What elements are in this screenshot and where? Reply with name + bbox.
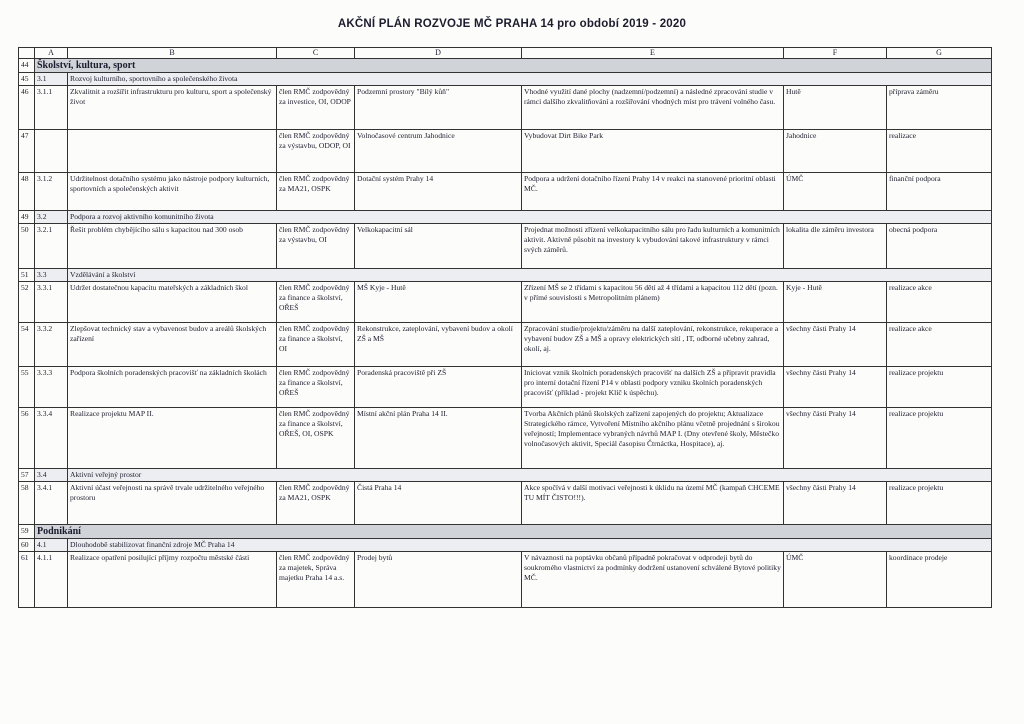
responsible-party: člen RMČ zodpovědný za investice, OI, ODOP [277,86,355,130]
row-number: 60 [19,539,35,552]
project-name: Velkokapacitní sál [355,224,522,269]
table-row [19,367,992,408]
project-description: Vhodné využití dané plochy (nadzemní/podzemní) a následné zpracování studie v rámci dalšího zkvalitňování a rozšiřování vhodných míst pro trávení volného času. [522,86,784,130]
action-plan-table [18,47,992,608]
subsection-code: 3.3 [35,269,68,282]
location: Hutě [784,86,887,130]
table-row [19,408,992,469]
location: lokalita dle záměru investora [784,224,887,269]
row-number: 45 [19,73,35,86]
subsection-title: Aktivní veřejný prostor [68,469,992,482]
corner-cell [19,48,35,59]
responsible-party: člen RMČ zodpovědný za výstavbu, OI [277,224,355,269]
status: realizace projektu [887,367,992,408]
table-row [19,86,992,130]
responsible-party: člen RMČ zodpovědný za majetek, Správa majetku Praha 14 a.s. [277,552,355,608]
responsible-party: člen RMČ zodpovědný za finance a školství, OŘEŠ, OI, OSPK [277,408,355,469]
project-name: Podzemní prostory "Bílý kůň" [355,86,522,130]
project-name: Prodej bytů [355,552,522,608]
measure-description: Realizace projektu MAP II. [68,408,277,469]
status: realizace [887,130,992,173]
project-name: Čistá Praha 14 [355,482,522,525]
measure-code: 3.3.2 [35,323,68,367]
column-header: E [522,48,784,59]
subsection-code: 3.4 [35,469,68,482]
table-row [19,552,992,608]
measure-description: Zkvalitnit a rozšířit infrastrukturu pro kulturu, sport a společenský život [68,86,277,130]
row-number: 61 [19,552,35,608]
location: všechny části Prahy 14 [784,482,887,525]
project-name: Dotační systém Prahy 14 [355,173,522,211]
measure-description: Zlepšovat technický stav a vybavenost budov a areálů školských zařízení [68,323,277,367]
status: koordinace prodeje [887,552,992,608]
subsection-title: Rozvoj kulturního, sportovního a společenského života [68,73,992,86]
responsible-party: člen RMČ zodpovědný za finance a školství, OŘEŠ [277,367,355,408]
project-description: Tvorba Akčních plánů školských zařízení zapojených do projektu; Aktualizace Strategického rámce, Vytvoření Místního akčního plánu včetně projednání s širokou veřejností; Implementace vybraných návrhů MAP I. (Dny otevřené školy, Městečko volnočasových aktivit, Speciál časopisu Čtrnáctka, Hospitace), aj. [522,408,784,469]
measure-code [35,130,68,173]
subsection-row [19,469,992,482]
status: příprava záměru [887,86,992,130]
row-number: 59 [19,525,35,539]
row-number: 44 [19,59,35,73]
location: všechny části Prahy 14 [784,323,887,367]
location: Kyje - Hutě [784,282,887,323]
section-row [19,59,992,73]
project-description: V návaznosti na poptávku občanů případně pokračovat v odprodeji bytů do soukromého vlastnictví za podmínky dodržení ustanovení schválené Bytové politiky MČ. [522,552,784,608]
page-title: AKČNÍ PLÁN ROZVOJE MČ PRAHA 14 pro období 2019 - 2020 [337,18,687,30]
measure-code: 3.3.1 [35,282,68,323]
row-number: 52 [19,282,35,323]
measure-description: Řešit problém chybějícího sálu s kapacitou nad 300 osob [68,224,277,269]
subsection-row [19,73,992,86]
measure-code: 3.4.1 [35,482,68,525]
status: finanční podpora [887,173,992,211]
table-row [19,482,992,525]
project-name: Volnočasové centrum Jahodnice [355,130,522,173]
subsection-code: 3.1 [35,73,68,86]
row-number: 46 [19,86,35,130]
section-title: Podnikání [35,525,992,539]
subsection-title: Podpora a rozvoj aktivního komunitního života [68,211,992,224]
location: ÚMČ [784,173,887,211]
column-header: D [355,48,522,59]
measure-code: 3.2.1 [35,224,68,269]
project-name: Rekonstrukce, zateplování, vybavení budov a okolí ZŠ a MŠ [355,323,522,367]
row-number: 58 [19,482,35,525]
measure-code: 3.1.2 [35,173,68,211]
project-description: Vybudovat Dirt Bike Park [522,130,784,173]
measure-code: 4.1.1 [35,552,68,608]
project-description: Podpora a udržení dotačního řízení Prahy 14 v reakci na stanovené prioritní oblasti MČ. [522,173,784,211]
table-row [19,173,992,211]
project-name: Místní akční plán Praha 14 II. [355,408,522,469]
location: všechny části Prahy 14 [784,367,887,408]
measure-code: 3.3.4 [35,408,68,469]
status: realizace projektu [887,482,992,525]
responsible-party: člen RMČ zodpovědný za MA21, OSPK [277,173,355,211]
column-header: B [68,48,277,59]
row-number: 50 [19,224,35,269]
subsection-title: Vzdělávání a školství [68,269,992,282]
column-header: C [277,48,355,59]
measure-description: Udržet dostatečnou kapacitu mateřských a základních škol [68,282,277,323]
section-row [19,525,992,539]
project-description: Iniciovat vznik školních poradenských pracovišť na dalších ZŠ a připravit pravidla pro interní dotační řízení P14 v oblasti podpory vzniku školních poradenských pracovišť (příklad - projekt Klíč k úspěchu). [522,367,784,408]
row-number: 57 [19,469,35,482]
measure-code: 3.3.3 [35,367,68,408]
subsection-code: 4.1 [35,539,68,552]
project-name: Poradenská pracoviště při ZŠ [355,367,522,408]
subsection-title: Dlouhodobě stabilizovat finanční zdroje MČ Praha 14 [68,539,992,552]
project-description: Zřízení MŠ se 2 třídami s kapacitou 56 dětí až 4 třídami a kapacitou 112 dětí (pozn. v přímé souvislosti s Metropolitním plánem) [522,282,784,323]
responsible-party: člen RMČ zodpovědný za MA21, OSPK [277,482,355,525]
row-number: 54 [19,323,35,367]
project-description: Projednat možnosti zřízení velkokapacitního sálu pro řadu kulturních a komunitních aktivit. Aktivně působit na investory k vybudování takové infrastruktury v rámci svých záměrů. [522,224,784,269]
row-number: 51 [19,269,35,282]
row-number: 47 [19,130,35,173]
column-header: A [35,48,68,59]
column-header-row [19,48,992,59]
column-header: G [887,48,992,59]
table-row [19,224,992,269]
subsection-row [19,539,992,552]
measure-description: Aktivní účast veřejnosti na správě trvale udržitelného veřejného prostoru [68,482,277,525]
measure-description [68,130,277,173]
table-row [19,323,992,367]
subsection-row [19,269,992,282]
project-description: Akce spočívá v další motivaci veřejnosti k úklidu na území MČ (kampaň CHCEME TU MÍT ČISTO!!!). [522,482,784,525]
column-header: F [784,48,887,59]
project-description: Zpracování studie/projektu/záměru na další zateplování, rekonstrukce, rekuperace a vybavení budov ZŠ a MŠ a opravy elektrických sítí , IT, odborné učebny zahrad, okolí, aj. [522,323,784,367]
row-number: 56 [19,408,35,469]
responsible-party: člen RMČ zodpovědný za finance a školství, OŘEŠ [277,282,355,323]
location: Jahodnice [784,130,887,173]
measure-description: Realizace opatření posilující příjmy rozpočtu městské části [68,552,277,608]
location: ÚMČ [784,552,887,608]
table-row [19,130,992,173]
responsible-party: člen RMČ zodpovědný za výstavbu, ODOP, OI [277,130,355,173]
section-title: Školství, kultura, sport [35,59,992,73]
location: všechny části Prahy 14 [784,408,887,469]
project-name: MŠ Kyje - Hutě [355,282,522,323]
measure-description: Podpora školních poradenských pracovišť na základních školách [68,367,277,408]
status: realizace akce [887,323,992,367]
subsection-code: 3.2 [35,211,68,224]
responsible-party: člen RMČ zodpovědný za finance a školství, OI [277,323,355,367]
status: realizace akce [887,282,992,323]
status: realizace projektu [887,408,992,469]
table-row [19,282,992,323]
row-number: 49 [19,211,35,224]
subsection-row [19,211,992,224]
measure-description: Udržitelnost dotačního systému jako nástroje podpory kulturních, sportovních a společenských aktivit [68,173,277,211]
measure-code: 3.1.1 [35,86,68,130]
status: obecná podpora [887,224,992,269]
row-number: 55 [19,367,35,408]
row-number: 48 [19,173,35,211]
